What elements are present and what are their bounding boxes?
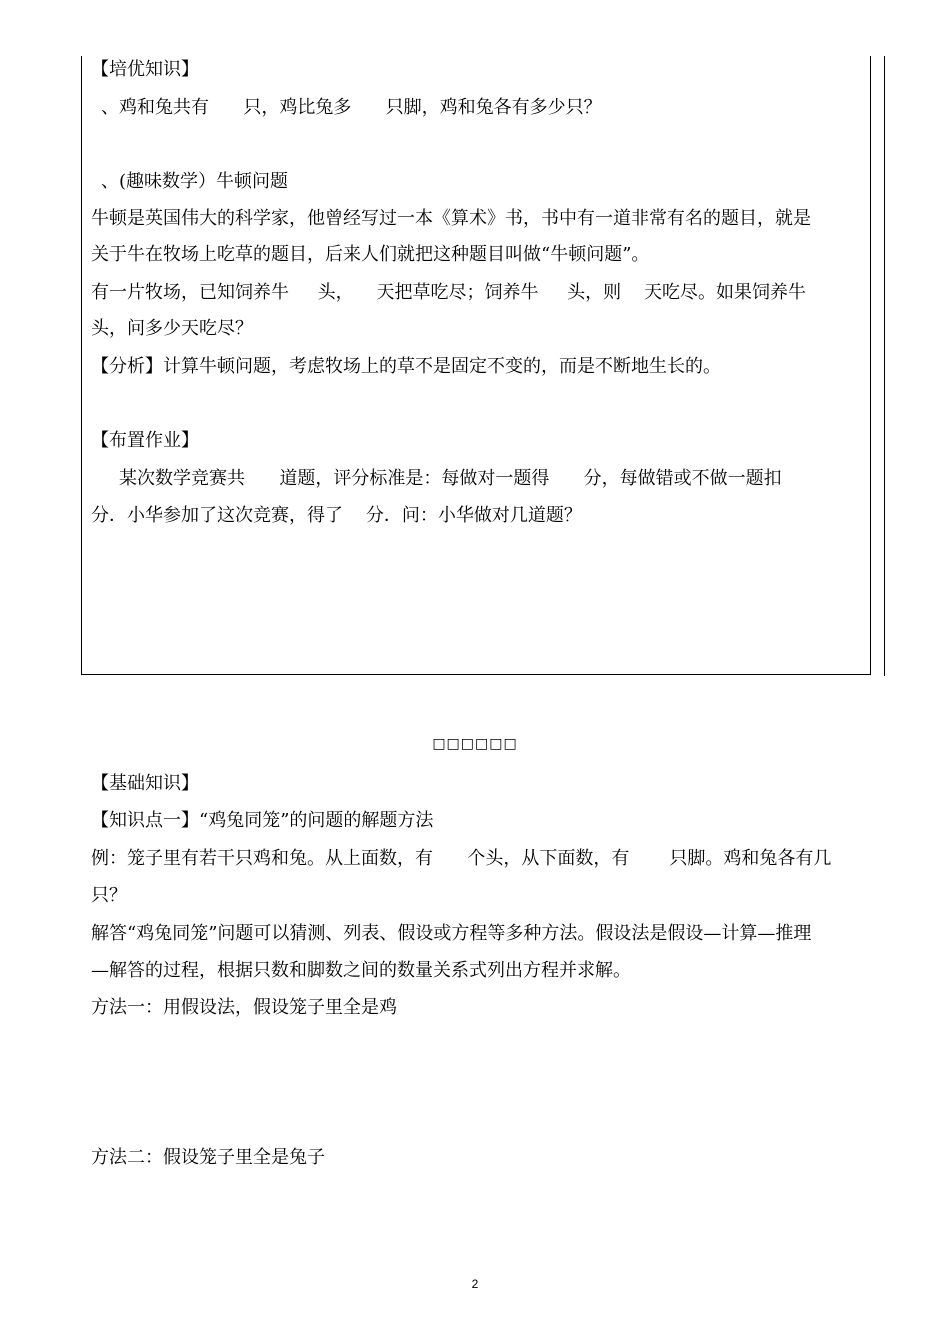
example-line-1: 例：笼子里有若干只鸡和兔。从上面数，有 个头，从下面数，有 只脚。鸡和兔各有几 (91, 848, 832, 869)
analysis-text: 【分析】计算牛顿问题，考虑牧场上的草不是固定不变的，而是不断地生长的。 (91, 356, 721, 377)
question-2-title: 、(趣味数学）牛顿问题 (101, 171, 289, 192)
method-2: 方法二：假设笼子里全是兔子 (91, 1147, 325, 1168)
explanation-line-1: 解答“鸡兔同笼”问题可以猜测、列表、假设或方程等多种方法。假设法是假设—计算—推理 (91, 923, 812, 944)
section-title: □□□□□□ (432, 736, 518, 752)
heading-peiyou: 【培优知识】 (91, 59, 199, 80)
question-2-paragraph-line-2: 关于牛在牧场上吃草的题目，后来人们就把这种题目叫做“牛顿问题”。 (91, 244, 650, 265)
question-2-paragraph-line-4: 头，问多少天吃尽？ (91, 318, 253, 339)
homework-line-2: 分．小华参加了这次竞赛，得了 分．问：小华做对几道题？ (91, 505, 582, 526)
homework-line-1: 某次数学竞赛共 道题，评分标准是：每做对一题得 分，每做错或不做一题扣 (119, 468, 782, 489)
page-number: 2 (471, 1277, 479, 1291)
question-2-paragraph-line-3: 有一片牧场，已知饲养牛 头， 天把草吃尽；饲养牛 头，则 天吃尽。如果饲养牛 (91, 282, 806, 303)
table-outer-rule (884, 56, 885, 676)
heading-basics: 【基础知识】 (91, 773, 199, 794)
method-1: 方法一：用假设法，假设笼子里全是鸡 (91, 997, 397, 1018)
question-2-paragraph-line-1: 牛顿是英国伟大的科学家，他曾经写过一本《算术》书，书中有一道非常有名的题目，就是 (91, 208, 811, 229)
example-line-2: 只？ (91, 885, 127, 906)
question-1: 、鸡和兔共有 只，鸡比兔多 只脚，鸡和兔各有多少只？ (101, 97, 602, 118)
heading-homework: 【布置作业】 (91, 430, 199, 451)
explanation-line-2: —解答的过程，根据只数和脚数之间的数量关系式列出方程并求解。 (91, 960, 631, 981)
knowledge-point-1: 【知识点一】“鸡兔同笼”的问题的解题方法 (91, 810, 434, 831)
